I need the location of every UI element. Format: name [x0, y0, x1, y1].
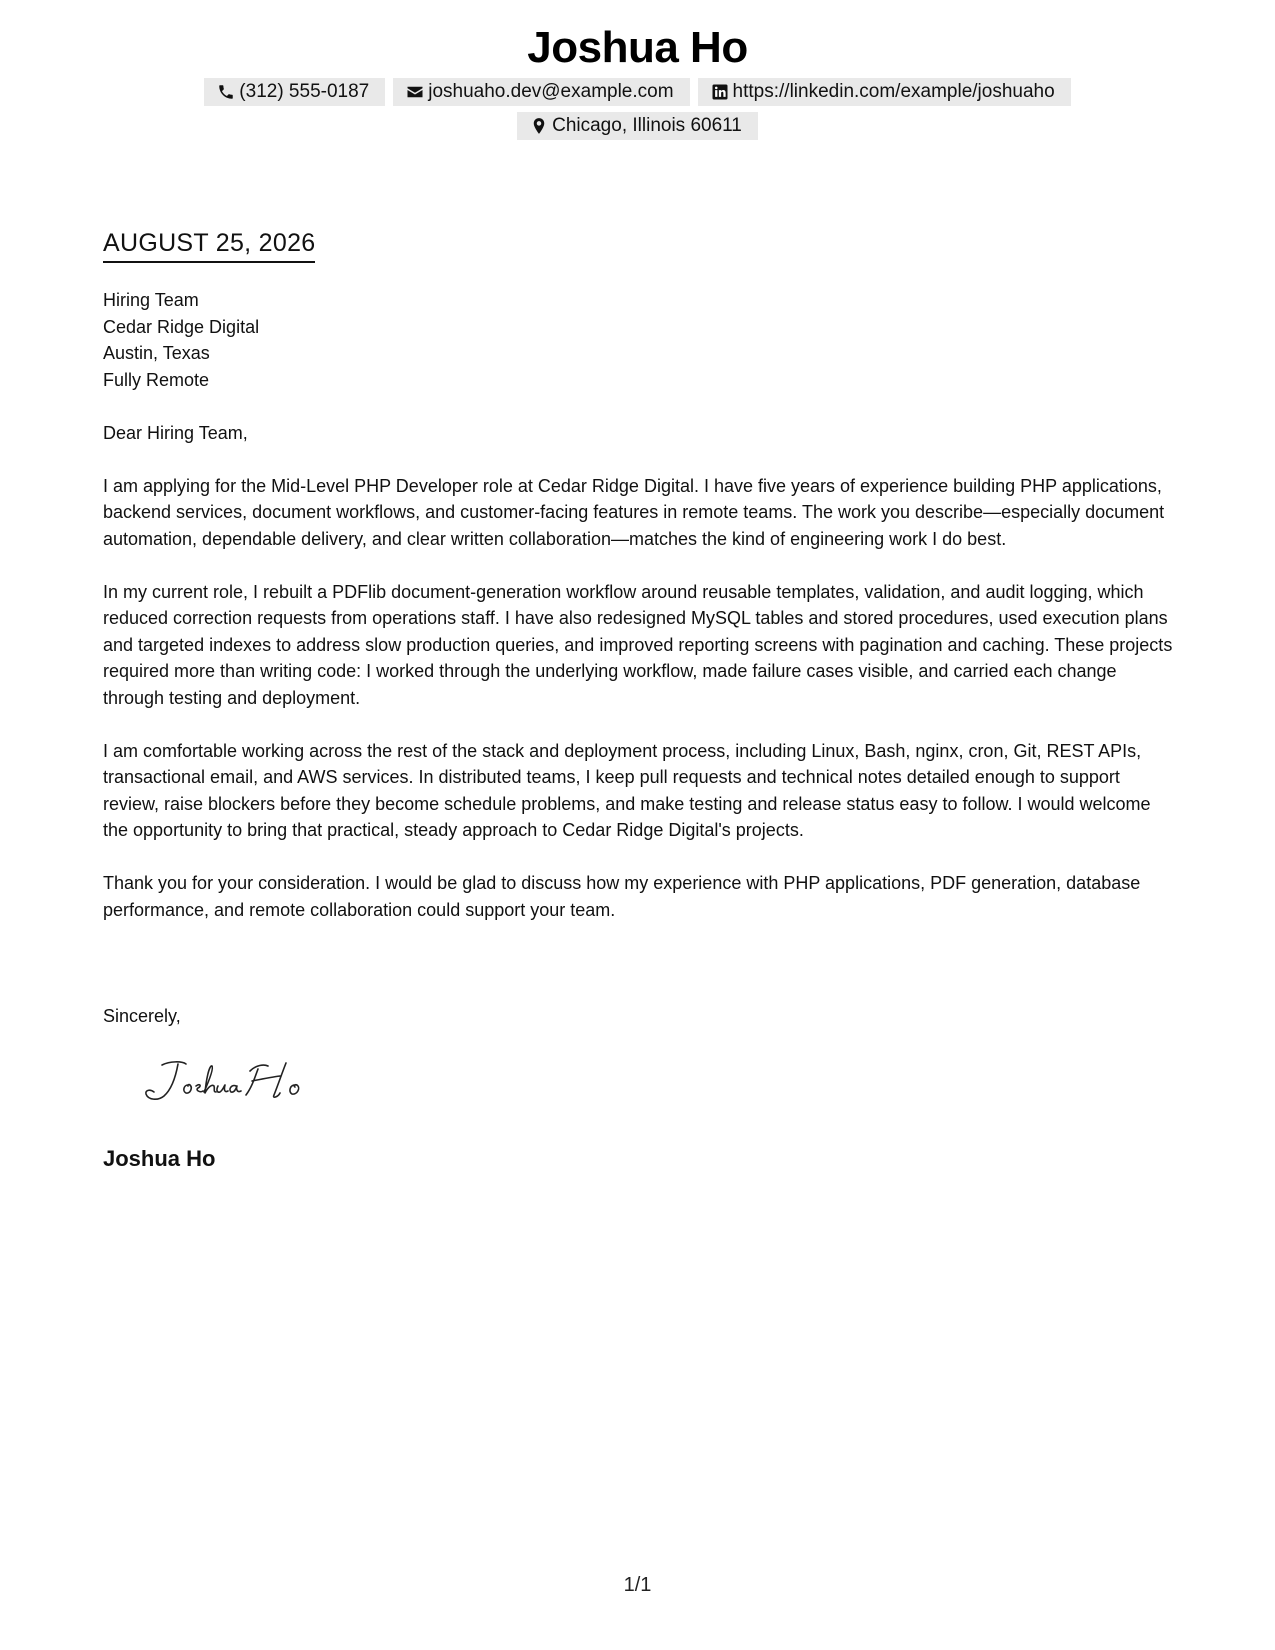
applicant-name: Joshua Ho [527, 23, 748, 72]
email-chip[interactable] [393, 78, 689, 106]
recipient-location: Austin, Texas [103, 343, 210, 363]
closing: Sincerely, [103, 1006, 181, 1026]
body-paragraph: I am applying for the Mid-Level PHP Developer role at Cedar Ridge Digital. I have five years of experience building PHP applications, backend services, document workflows, and customer-facing features in remote teams. The work you describe—especially document automation, dependable delivery, and clear written collaboration—matches the kind of engineering work I do best. [103, 475, 1165, 549]
contact-row-secondary [0, 112, 1275, 140]
linkedin-text: https://linkedin.com/example/joshuaho [732, 81, 1055, 102]
linkedin-icon [711, 83, 729, 101]
location-text: Chicago, Illinois 60611 [552, 115, 742, 136]
body-paragraph: Thank you for your consideration. I would be glad to discuss how my experience with PHP applications, PDF generation, database performance, and remote collaboration could support your team. [103, 873, 1141, 920]
linkedin-chip[interactable] [698, 78, 1071, 106]
letter-date: AUGUST 25, 2026 [103, 228, 315, 263]
recipient-block [103, 287, 1175, 393]
handwritten-signature [140, 1055, 330, 1110]
body-paragraph: In my current role, I rebuilt a PDFlib document-generation workflow around reusable templates, validation, and audit logging, which reduced correction requests from operations staff. I have also redesigned MySQL tables and stored procedures, used execution plans and targeted indexes to address slow production queries, and improved reporting screens with pagination and caching. These projects required more than writing code: I worked through the underlying workflow, made failure cases visible, and carried each change through testing and deployment. [103, 581, 1173, 708]
salutation: Dear Hiring Team, [103, 422, 248, 443]
contact-row-primary [0, 78, 1275, 106]
phone-text: (312) 555-0187 [239, 81, 370, 102]
recipient-line: Hiring Team [103, 290, 199, 310]
body-paragraph: I am comfortable working across the rest of the stack and deployment process, including Linux, Bash, nginx, cron, Git, REST APIs, transactional email, and AWS services. In distributed teams, I keep pull requests and technical notes detailed enough to support review, raise blockers before they become schedule problems, and make testing and release status easy to follow. I would welcome the opportunity to bring that practical, steady approach to Cedar Ridge Digital's projects. [103, 740, 1151, 840]
phone-chip[interactable] [204, 78, 385, 106]
signer-name: Joshua Ho [103, 1146, 216, 1171]
envelope-icon [406, 83, 424, 101]
phone-icon [217, 83, 235, 101]
letter-body [103, 287, 1175, 950]
map-pin-icon [530, 117, 548, 135]
recipient-company: Cedar Ridge Digital [103, 316, 260, 337]
recipient-work-mode: Fully Remote [103, 369, 210, 390]
email-text: joshuaho.dev@example.com [428, 81, 674, 102]
letter-header [0, 22, 1275, 140]
page-number: 1/1 [623, 1574, 652, 1596]
location-chip [517, 112, 758, 140]
